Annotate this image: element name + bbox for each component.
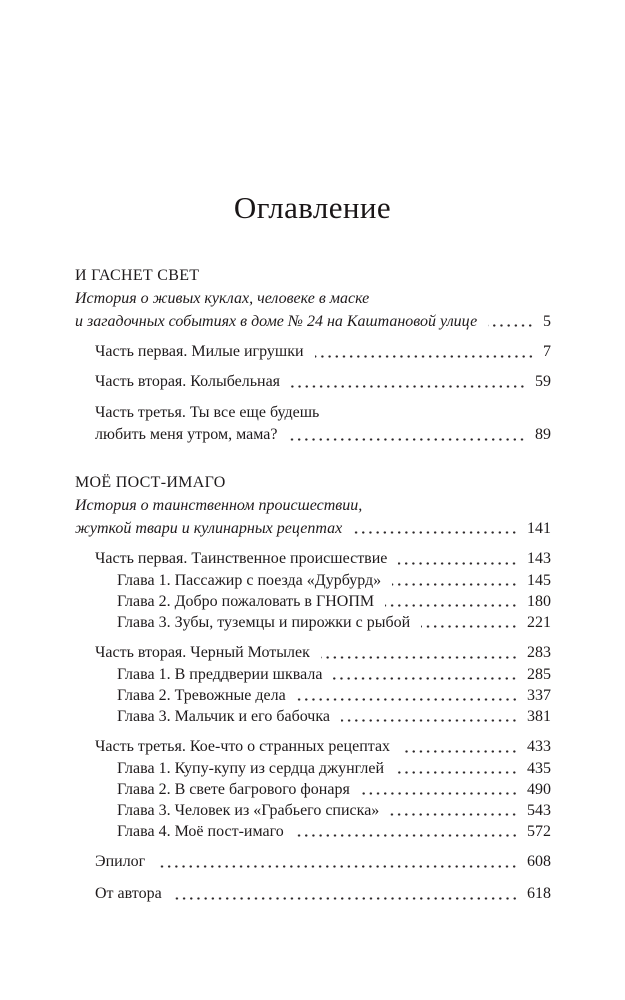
toc-chapter-entry xyxy=(75,758,551,779)
page-number: 141 xyxy=(527,520,551,537)
page-number: 180 xyxy=(527,593,551,610)
toc-chapter-entry xyxy=(75,685,551,706)
dot-leader xyxy=(156,851,518,873)
back-matter-title: От автора xyxy=(95,885,162,902)
toc-author-note-entry xyxy=(75,883,551,905)
section-subtitle-line xyxy=(75,287,551,310)
dot-leader xyxy=(392,570,518,591)
page-number: 59 xyxy=(535,373,551,390)
page-number: 337 xyxy=(527,687,551,704)
dot-leader xyxy=(291,371,526,393)
toc-chapter-entry xyxy=(75,821,551,842)
chapter-title: Глава 2. В свете багрового фонаря xyxy=(117,781,350,798)
page-number: 433 xyxy=(527,738,551,755)
page-number: 285 xyxy=(527,666,551,683)
dot-leader xyxy=(401,736,518,758)
dot-leader xyxy=(398,548,518,570)
page-number: 490 xyxy=(527,781,551,798)
part-title: Часть вторая. Колыбельная xyxy=(95,373,281,390)
toc-part-entry xyxy=(75,341,551,363)
toc-part-entry-continuation xyxy=(75,424,551,446)
chapter-title: Глава 2. Добро пожаловать в ГНОПМ xyxy=(117,593,375,610)
toc-part-entry xyxy=(75,548,551,570)
page-number: 143 xyxy=(527,550,551,567)
part-title: Часть третья. Кое-что о странных рецептах xyxy=(95,738,391,755)
dot-leader xyxy=(361,779,518,800)
page-number: 7 xyxy=(543,343,551,360)
chapter-title: Глава 1. Пассажир с поезда «Дурбурд» xyxy=(117,572,382,589)
toc-part-entry xyxy=(75,371,551,393)
toc-chapter-entry xyxy=(75,591,551,612)
dot-leader xyxy=(297,685,518,706)
section-subtitle-line xyxy=(75,310,551,333)
section-heading xyxy=(75,264,551,287)
page-number: 145 xyxy=(527,572,551,589)
toc-part-entry xyxy=(75,642,551,664)
chapter-title: Глава 3. Зубы, туземцы и пирожки с рыбой xyxy=(117,614,411,631)
toc-section-i-gasnet-svet xyxy=(75,264,551,446)
dot-leader xyxy=(488,310,534,333)
part-title: Часть первая. Таинственное происшествие xyxy=(95,550,388,567)
chapter-title: Глава 3. Человек из «Грабьего списка» xyxy=(117,802,380,819)
dot-leader xyxy=(333,664,518,685)
chapter-title: Глава 4. Моё пост-имаго xyxy=(117,823,284,840)
toc-part-entry xyxy=(75,736,551,758)
dot-leader xyxy=(321,642,518,664)
dot-leader xyxy=(390,800,518,821)
section-subtitle-line xyxy=(75,517,551,540)
section-subtitle-line xyxy=(75,494,551,517)
part-title: любить меня утром, мама? xyxy=(95,426,278,443)
dot-leader xyxy=(315,341,534,363)
chapter-title: Глава 3. Мальчик и его бабочка xyxy=(117,708,330,725)
section-subtitle-text: жуткой твари и кулинарных рецептах xyxy=(75,520,343,537)
page-number: 5 xyxy=(543,313,551,330)
part-title: Часть вторая. Черный Мотылек xyxy=(95,644,310,661)
toc-chapter-entry xyxy=(75,779,551,800)
dot-leader xyxy=(341,706,518,727)
chapter-title: Глава 1. Купу-купу из сердца джунглей xyxy=(117,760,385,777)
page-number: 89 xyxy=(535,426,551,443)
toc-chapter-entry xyxy=(75,664,551,685)
dot-leader xyxy=(295,821,518,842)
section-subtitle-text: и загадочных событиях в доме № 24 на Каштановой улице xyxy=(75,313,478,330)
table-of-contents xyxy=(75,264,551,905)
page-number: 381 xyxy=(527,708,551,725)
page-title: Оглавление xyxy=(233,190,392,225)
dot-leader xyxy=(173,883,518,905)
chapter-title: Глава 1. В преддверии шквала xyxy=(117,666,323,683)
toc-chapter-entry xyxy=(75,706,551,727)
dot-leader xyxy=(353,517,518,540)
page-number: 221 xyxy=(527,614,551,631)
toc-section-moyo-post-imago xyxy=(75,471,551,905)
dot-leader xyxy=(421,612,518,633)
part-title: Часть первая. Милые игрушки xyxy=(95,343,304,360)
page-number: 572 xyxy=(527,823,551,840)
dot-leader xyxy=(395,758,518,779)
section-heading xyxy=(75,471,551,494)
toc-chapter-entry xyxy=(75,612,551,633)
part-title: Часть третья. Ты все еще будешь xyxy=(95,404,320,421)
section-subtitle-text: История о живых куклах, человеке в маске xyxy=(75,290,370,307)
dot-leader xyxy=(385,591,518,612)
toc-epilogue-entry xyxy=(75,851,551,873)
page-number: 283 xyxy=(527,644,551,661)
section-heading-text: МОЁ ПОСТ-ИМАГО xyxy=(75,474,226,491)
back-matter-title: Эпилог xyxy=(95,853,146,870)
page-number: 435 xyxy=(527,760,551,777)
page-number: 608 xyxy=(527,853,551,870)
section-subtitle-text: История о таинственном происшествии, xyxy=(75,497,363,514)
dot-leader xyxy=(288,424,526,446)
toc-chapter-entry xyxy=(75,570,551,591)
page-number: 618 xyxy=(527,885,551,902)
toc-chapter-entry xyxy=(75,800,551,821)
toc-part-entry xyxy=(75,401,551,424)
page-number: 543 xyxy=(527,802,551,819)
section-heading-text: И ГАСНЕТ СВЕТ xyxy=(75,267,200,284)
chapter-title: Глава 2. Тревожные дела xyxy=(117,687,286,704)
